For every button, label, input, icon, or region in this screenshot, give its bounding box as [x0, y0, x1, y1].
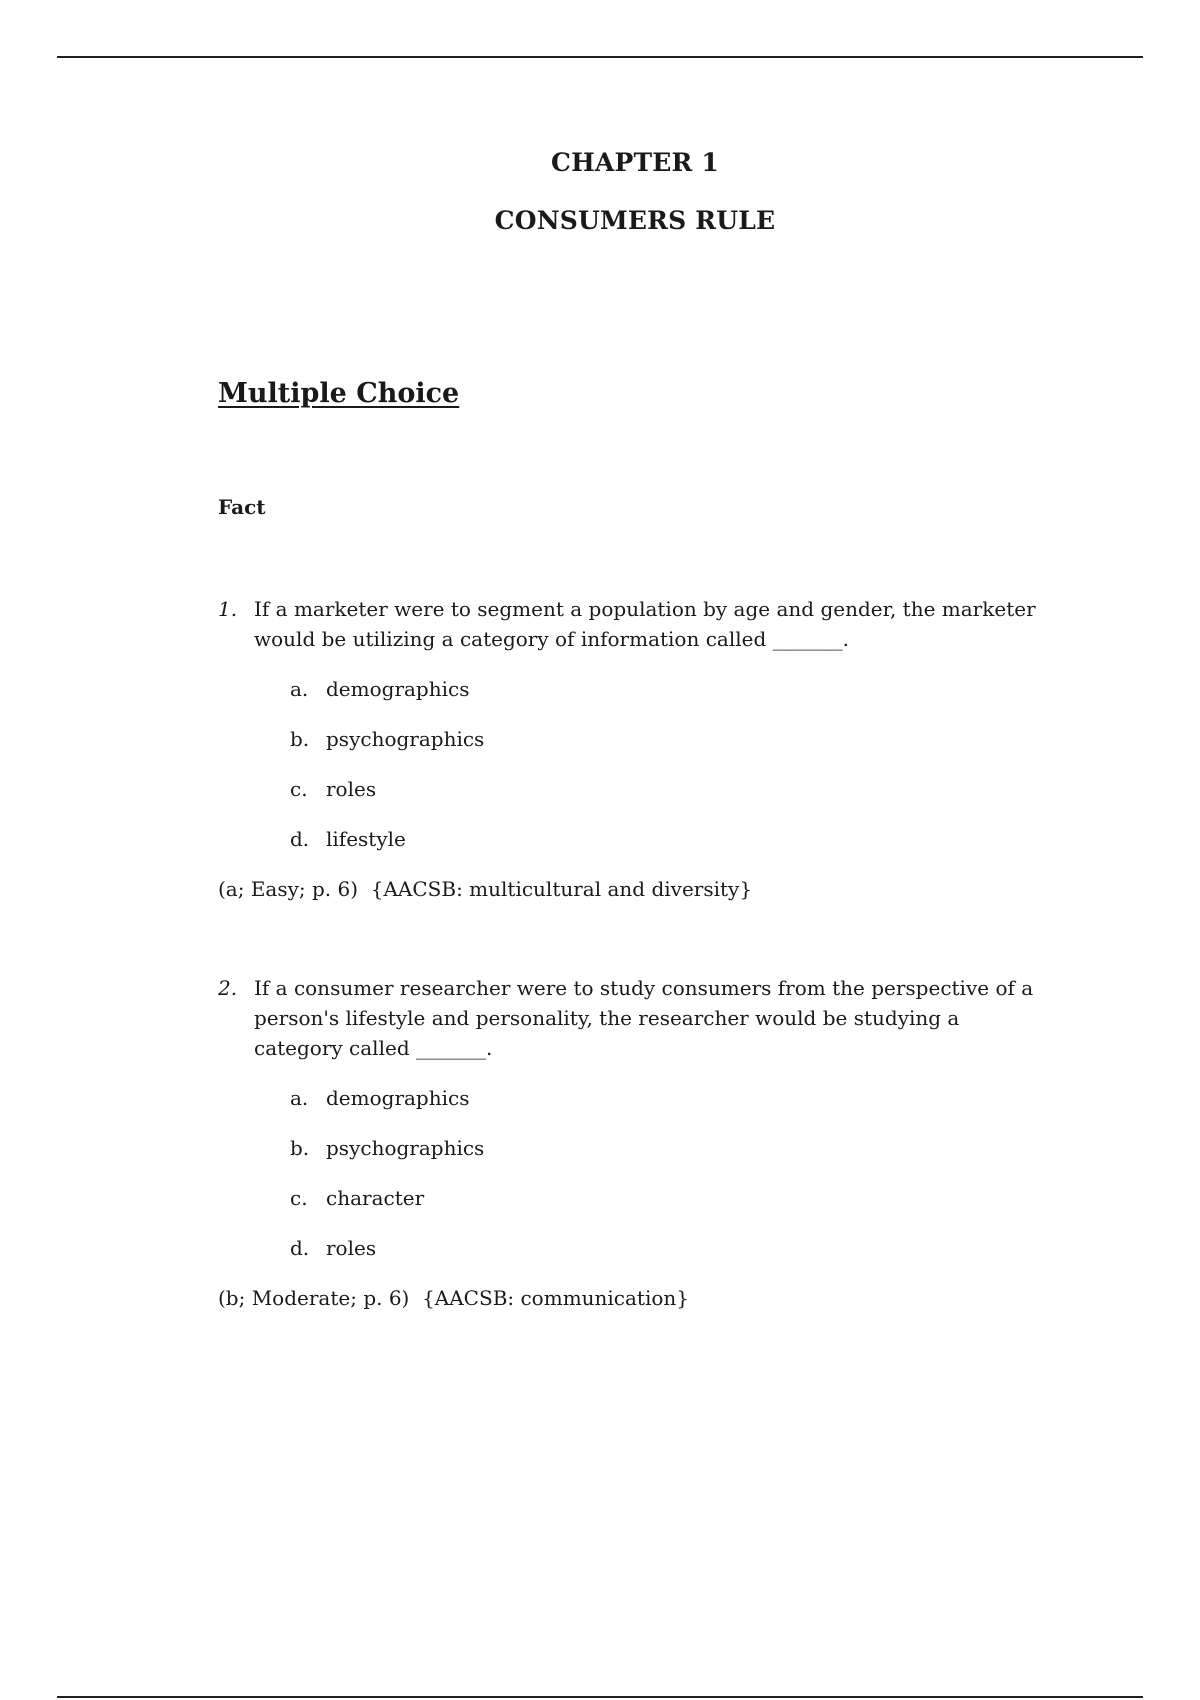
option-letter: c. — [290, 777, 308, 801]
option-text: psychographics — [326, 1136, 485, 1160]
option-list — [290, 674, 1048, 854]
option-letter: b. — [290, 727, 310, 751]
option-text: roles — [326, 777, 377, 801]
question-stem — [218, 594, 1048, 654]
option-text: lifestyle — [326, 827, 406, 851]
option-letter: b. — [290, 1136, 310, 1160]
answer-metadata: (b; Moderate; p. 6) {AACSB: communication} — [218, 1286, 690, 1310]
question-text: If a marketer were to segment a population by age and gender, the marketer would be utilizing a category of information called _______. — [254, 597, 1036, 651]
bottom-rule — [57, 1696, 1143, 1698]
option-c — [290, 1183, 1048, 1213]
option-list — [290, 1083, 1048, 1263]
option-letter: d. — [290, 1236, 310, 1260]
option-letter: a. — [290, 1086, 309, 1110]
option-text: psychographics — [326, 727, 485, 751]
top-rule — [57, 56, 1143, 58]
option-letter: a. — [290, 677, 309, 701]
section-heading: Multiple Choice — [218, 378, 460, 409]
answer-metadata: (a; Easy; p. 6) {AACSB: multicultural and diversity} — [218, 877, 753, 901]
option-d — [290, 1233, 1048, 1263]
option-text: roles — [326, 1236, 377, 1260]
question-2 — [218, 973, 1048, 1313]
question-stem — [218, 973, 1048, 1063]
option-a — [290, 1083, 1048, 1113]
option-letter: c. — [290, 1186, 308, 1210]
option-text: character — [326, 1186, 425, 1210]
option-d — [290, 824, 1048, 854]
question-number: 2. — [218, 976, 238, 1000]
option-c — [290, 774, 1048, 804]
option-b — [290, 1133, 1048, 1163]
question-1 — [218, 594, 1048, 904]
chapter-title: CONSUMERS RULE — [494, 206, 776, 235]
question-text: If a consumer researcher were to study consumers from the perspective of a person's lifestyle and personality, the researcher would be studying a category called _______. — [254, 976, 1034, 1060]
option-b — [290, 724, 1048, 754]
option-a — [290, 674, 1048, 704]
question-number: 1. — [218, 597, 238, 621]
option-letter: d. — [290, 827, 310, 851]
option-text: demographics — [326, 1086, 470, 1110]
subsection-heading: Fact — [218, 495, 266, 519]
option-text: demographics — [326, 677, 470, 701]
chapter-number: CHAPTER 1 — [550, 148, 720, 177]
